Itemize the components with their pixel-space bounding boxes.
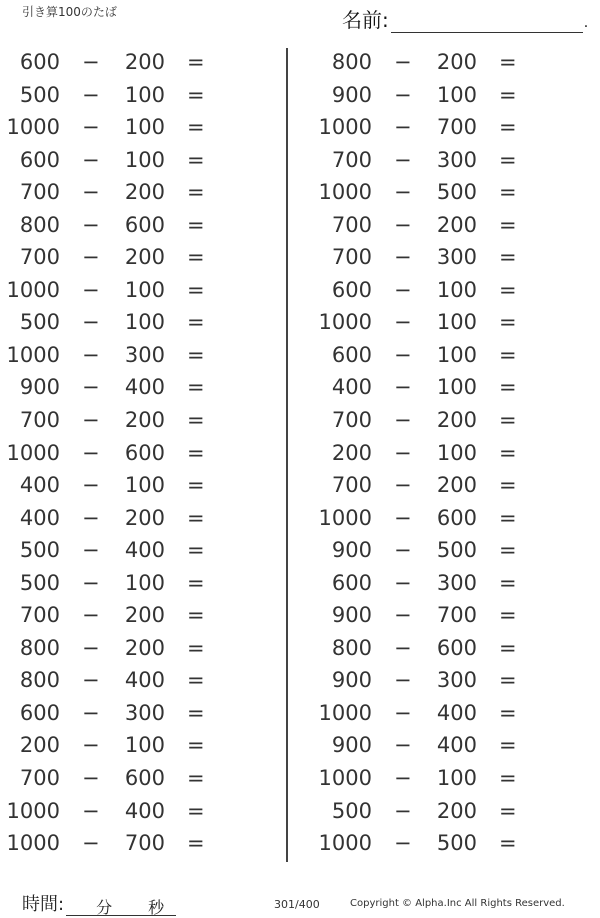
minuend: 1000 — [318, 700, 372, 725]
subtrahend: 400 — [436, 700, 477, 725]
minus-sign: − — [394, 180, 412, 205]
time-label: 時間: — [22, 894, 65, 915]
subtrahend: 100 — [436, 82, 477, 107]
equals-sign: = — [499, 505, 517, 530]
minuend: 500 — [19, 570, 60, 595]
minuend: 1000 — [318, 180, 372, 205]
equals-sign: = — [187, 408, 205, 433]
minuend: 1000 — [6, 798, 60, 823]
minuend: 700 — [19, 180, 60, 205]
equals-sign: = — [499, 635, 517, 660]
minus-sign: − — [394, 50, 412, 74]
problem-row — [312, 373, 592, 406]
minus-sign: − — [394, 212, 412, 237]
minuend: 1000 — [6, 115, 60, 140]
equals-sign: = — [187, 50, 205, 74]
minuend: 600 — [19, 700, 60, 725]
subtrahend: 300 — [436, 147, 477, 172]
problem-row — [0, 373, 280, 406]
equals-sign: = — [499, 342, 517, 367]
minus-sign: − — [82, 212, 100, 237]
subtrahend: 200 — [124, 50, 165, 74]
problem-row — [0, 341, 280, 374]
equals-sign: = — [187, 82, 205, 107]
subtrahend: 100 — [124, 473, 165, 498]
subtrahend: 200 — [124, 245, 165, 270]
problem-row — [312, 406, 592, 439]
time-blank-line — [66, 895, 176, 916]
problem-row — [0, 113, 280, 146]
subtrahend: 600 — [124, 440, 165, 465]
problem-row — [0, 764, 280, 797]
minus-sign: − — [82, 50, 100, 74]
problem-row — [312, 797, 592, 830]
problem-row — [312, 471, 592, 504]
equals-sign: = — [499, 212, 517, 237]
equals-sign: = — [499, 180, 517, 205]
minuend: 600 — [19, 147, 60, 172]
subtrahend: 300 — [124, 342, 165, 367]
equals-sign: = — [499, 147, 517, 172]
problem-row — [312, 699, 592, 732]
subtrahend: 600 — [124, 766, 165, 791]
minus-sign: − — [394, 635, 412, 660]
equals-sign: = — [187, 700, 205, 725]
minus-sign: − — [82, 570, 100, 595]
minus-sign: − — [82, 147, 100, 172]
problem-row — [312, 829, 592, 862]
minuend: 700 — [19, 603, 60, 628]
subtrahend: 100 — [436, 440, 477, 465]
equals-sign: = — [187, 440, 205, 465]
subtrahend: 600 — [436, 505, 477, 530]
subtrahend: 400 — [124, 798, 165, 823]
problem-row — [0, 178, 280, 211]
equals-sign: = — [499, 440, 517, 465]
subtrahend: 200 — [436, 50, 477, 74]
problem-row — [0, 211, 280, 244]
name-end-mark: . — [583, 15, 589, 31]
problem-row — [312, 341, 592, 374]
minuend: 500 — [19, 82, 60, 107]
minuend: 700 — [331, 473, 372, 498]
minuend: 400 — [19, 505, 60, 530]
subtrahend: 100 — [436, 342, 477, 367]
equals-sign: = — [499, 668, 517, 693]
equals-sign: = — [187, 375, 205, 400]
minuend: 1000 — [6, 440, 60, 465]
copyright-notice: Copyright © Alpha.Inc All Rights Reserved. — [350, 898, 565, 909]
equals-sign: = — [499, 798, 517, 823]
subtrahend: 100 — [124, 147, 165, 172]
equals-sign: = — [187, 733, 205, 758]
minus-sign: − — [82, 798, 100, 823]
minuend: 1000 — [318, 505, 372, 530]
minus-sign: − — [82, 115, 100, 140]
equals-sign: = — [187, 277, 205, 302]
minuend: 900 — [331, 603, 372, 628]
minuend: 1000 — [318, 831, 372, 856]
equals-sign: = — [499, 766, 517, 791]
minus-sign: − — [394, 245, 412, 270]
minus-sign: − — [394, 440, 412, 465]
problem-row — [312, 504, 592, 537]
minuend: 700 — [331, 408, 372, 433]
minus-sign: − — [394, 700, 412, 725]
equals-sign: = — [187, 668, 205, 693]
equals-sign: = — [187, 603, 205, 628]
equals-sign: = — [187, 115, 205, 140]
subtrahend: 400 — [124, 668, 165, 693]
minus-sign: − — [82, 668, 100, 693]
problem-row — [0, 276, 280, 309]
subtrahend: 600 — [124, 212, 165, 237]
problem-row — [312, 731, 592, 764]
minus-sign: − — [394, 733, 412, 758]
subtrahend: 100 — [436, 277, 477, 302]
name-blank-line — [391, 12, 583, 33]
right-problem-column — [312, 48, 592, 862]
equals-sign: = — [187, 570, 205, 595]
subtrahend: 400 — [124, 375, 165, 400]
subtrahend: 300 — [436, 245, 477, 270]
minus-sign: − — [82, 505, 100, 530]
equals-sign: = — [187, 635, 205, 660]
equals-sign: = — [499, 473, 517, 498]
problem-row — [0, 569, 280, 602]
subtrahend: 500 — [436, 180, 477, 205]
equals-sign: = — [499, 82, 517, 107]
minus-sign: − — [82, 635, 100, 660]
equals-sign: = — [499, 50, 517, 74]
equals-sign: = — [499, 700, 517, 725]
problem-row — [312, 601, 592, 634]
subtrahend: 100 — [436, 766, 477, 791]
equals-sign: = — [499, 310, 517, 335]
minuend: 800 — [331, 635, 372, 660]
problem-row — [312, 113, 592, 146]
problem-row — [312, 178, 592, 211]
minus-sign: − — [394, 668, 412, 693]
equals-sign: = — [499, 603, 517, 628]
problem-row — [0, 308, 280, 341]
minuend: 600 — [19, 50, 60, 74]
problem-row — [312, 243, 592, 276]
problem-row — [0, 406, 280, 439]
minuend: 700 — [331, 147, 372, 172]
minus-sign: − — [82, 375, 100, 400]
minus-sign: − — [82, 473, 100, 498]
problem-row — [312, 634, 592, 667]
problem-row — [312, 439, 592, 472]
problem-row — [0, 146, 280, 179]
problem-row — [0, 504, 280, 537]
equals-sign: = — [187, 245, 205, 270]
minus-sign: − — [82, 277, 100, 302]
subtrahend: 200 — [124, 635, 165, 660]
equals-sign: = — [187, 212, 205, 237]
minus-sign: − — [394, 82, 412, 107]
minus-sign: − — [82, 310, 100, 335]
minuend: 1000 — [318, 310, 372, 335]
subtrahend: 500 — [436, 538, 477, 563]
problem-row — [312, 569, 592, 602]
subtrahend: 100 — [124, 570, 165, 595]
problem-row — [0, 731, 280, 764]
subtrahend: 700 — [124, 831, 165, 856]
worksheet-title: 引き算100のたば — [22, 5, 117, 19]
minus-sign: − — [82, 603, 100, 628]
minuend: 800 — [331, 50, 372, 74]
subtrahend: 200 — [436, 212, 477, 237]
minus-sign: − — [82, 440, 100, 465]
equals-sign: = — [499, 245, 517, 270]
minus-sign: − — [394, 342, 412, 367]
minuend: 1000 — [318, 766, 372, 791]
minuend: 600 — [331, 342, 372, 367]
equals-sign: = — [187, 538, 205, 563]
equals-sign: = — [499, 277, 517, 302]
problem-row — [312, 536, 592, 569]
name-label: 名前: — [342, 8, 389, 32]
minus-sign: − — [82, 538, 100, 563]
problem-row — [312, 276, 592, 309]
equals-sign: = — [187, 505, 205, 530]
minus-sign: − — [394, 115, 412, 140]
minus-sign: − — [82, 700, 100, 725]
problem-row — [0, 243, 280, 276]
subtrahend: 100 — [436, 310, 477, 335]
minuend: 500 — [331, 798, 372, 823]
problem-row — [0, 48, 280, 81]
minuend: 800 — [19, 635, 60, 660]
subtrahend: 200 — [124, 505, 165, 530]
problem-row — [0, 797, 280, 830]
problem-row — [0, 471, 280, 504]
minus-sign: − — [394, 831, 412, 856]
name-field — [342, 4, 588, 33]
equals-sign: = — [187, 310, 205, 335]
problem-row — [0, 699, 280, 732]
minus-sign: − — [82, 245, 100, 270]
equals-sign: = — [187, 766, 205, 791]
equals-sign: = — [187, 147, 205, 172]
minus-sign: − — [82, 82, 100, 107]
minus-sign: − — [82, 733, 100, 758]
minuend: 700 — [331, 245, 372, 270]
minuend: 1000 — [6, 342, 60, 367]
subtrahend: 100 — [436, 375, 477, 400]
subtrahend: 700 — [436, 115, 477, 140]
subtrahend: 400 — [436, 733, 477, 758]
problem-row — [0, 601, 280, 634]
minus-sign: − — [394, 147, 412, 172]
minus-sign: − — [394, 310, 412, 335]
minus-sign: − — [394, 408, 412, 433]
subtrahend: 300 — [436, 668, 477, 693]
minuend: 1000 — [6, 831, 60, 856]
minus-sign: − — [394, 505, 412, 530]
time-field — [22, 890, 176, 916]
minuend: 800 — [19, 212, 60, 237]
subtrahend: 200 — [436, 408, 477, 433]
minus-sign: − — [82, 180, 100, 205]
minuend: 1000 — [6, 277, 60, 302]
minus-sign: − — [82, 766, 100, 791]
equals-sign: = — [187, 798, 205, 823]
minus-sign: − — [394, 766, 412, 791]
subtrahend: 100 — [124, 115, 165, 140]
subtrahend: 100 — [124, 733, 165, 758]
minus-sign: − — [82, 831, 100, 856]
equals-sign: = — [499, 115, 517, 140]
minuend: 700 — [19, 766, 60, 791]
equals-sign: = — [187, 831, 205, 856]
subtrahend: 200 — [124, 408, 165, 433]
problem-row — [0, 439, 280, 472]
equals-sign: = — [499, 408, 517, 433]
subtrahend: 200 — [436, 798, 477, 823]
subtrahend: 600 — [436, 635, 477, 660]
minuend: 900 — [19, 375, 60, 400]
minuend: 700 — [331, 212, 372, 237]
minus-sign: − — [394, 473, 412, 498]
problem-row — [0, 536, 280, 569]
minuend: 500 — [19, 310, 60, 335]
column-divider — [286, 48, 288, 862]
problem-row — [312, 146, 592, 179]
minuend: 600 — [331, 570, 372, 595]
subtrahend: 700 — [436, 603, 477, 628]
problem-row — [312, 81, 592, 114]
left-problem-column — [0, 48, 280, 862]
minuend: 900 — [331, 82, 372, 107]
problem-row — [0, 634, 280, 667]
minus-sign: − — [394, 375, 412, 400]
minuend: 1000 — [318, 115, 372, 140]
subtrahend: 100 — [124, 82, 165, 107]
problem-row — [0, 829, 280, 862]
subtrahend: 200 — [124, 603, 165, 628]
minuend: 200 — [19, 733, 60, 758]
equals-sign: = — [499, 375, 517, 400]
minus-sign: − — [394, 538, 412, 563]
subtrahend: 200 — [436, 473, 477, 498]
equals-sign: = — [187, 473, 205, 498]
subtrahend: 300 — [436, 570, 477, 595]
minuend: 200 — [331, 440, 372, 465]
minuend: 700 — [19, 245, 60, 270]
minuend: 900 — [331, 538, 372, 563]
problem-row — [312, 666, 592, 699]
minuend: 800 — [19, 668, 60, 693]
subtrahend: 400 — [124, 538, 165, 563]
minus-sign: − — [394, 277, 412, 302]
problem-row — [312, 764, 592, 797]
subtrahend: 500 — [436, 831, 477, 856]
minus-sign: − — [394, 798, 412, 823]
minuend: 600 — [331, 277, 372, 302]
minuend: 400 — [19, 473, 60, 498]
problem-row — [312, 308, 592, 341]
seconds-unit: 秒 — [148, 898, 165, 917]
equals-sign: = — [499, 538, 517, 563]
minus-sign: − — [82, 408, 100, 433]
equals-sign: = — [187, 342, 205, 367]
equals-sign: = — [499, 570, 517, 595]
minuend: 400 — [331, 375, 372, 400]
page-number: 301/400 — [274, 898, 320, 911]
problem-row — [0, 666, 280, 699]
minus-sign: − — [394, 603, 412, 628]
subtrahend: 100 — [124, 277, 165, 302]
minus-sign: − — [394, 570, 412, 595]
minuend: 700 — [19, 408, 60, 433]
minus-sign: − — [82, 342, 100, 367]
subtrahend: 300 — [124, 700, 165, 725]
equals-sign: = — [499, 733, 517, 758]
problem-row — [312, 48, 592, 81]
equals-sign: = — [499, 831, 517, 856]
problem-row — [312, 211, 592, 244]
problem-row — [0, 81, 280, 114]
subtrahend: 100 — [124, 310, 165, 335]
minuend: 500 — [19, 538, 60, 563]
subtrahend: 200 — [124, 180, 165, 205]
minuend: 900 — [331, 733, 372, 758]
minutes-unit: 分 — [96, 898, 113, 917]
minuend: 900 — [331, 668, 372, 693]
equals-sign: = — [187, 180, 205, 205]
